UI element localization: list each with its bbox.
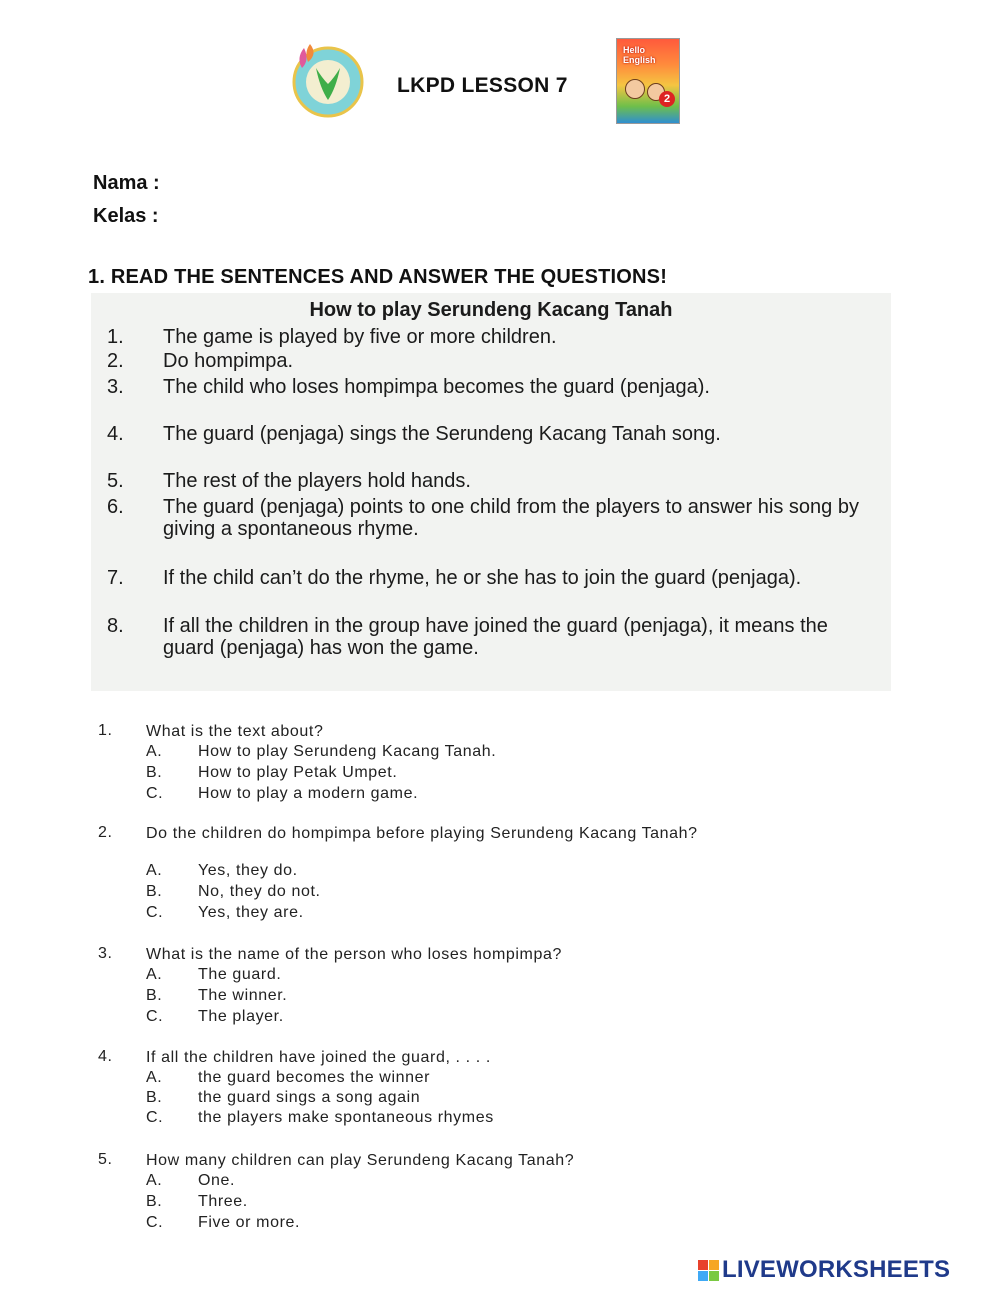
question-text: What is the text about? bbox=[146, 723, 324, 740]
option-text: One. bbox=[198, 1172, 236, 1189]
option-text: The player. bbox=[198, 1008, 284, 1025]
option-text: Yes, they are. bbox=[198, 904, 304, 921]
step-text: If all the children in the group have joined the guard (penjaga), it means the guard (penjaga) has won the game. bbox=[163, 615, 828, 659]
option-letter: B. bbox=[146, 987, 163, 1004]
option-text: the guard sings a song again bbox=[198, 1089, 421, 1106]
logo-square bbox=[698, 1271, 708, 1281]
page-title: LKPD LESSON 7 bbox=[397, 74, 568, 97]
option-letter: B. bbox=[146, 1193, 163, 1210]
logo-square bbox=[709, 1260, 719, 1270]
option-letter: C. bbox=[146, 785, 164, 802]
option-letter: A. bbox=[146, 1069, 163, 1086]
option-letter: B. bbox=[146, 764, 163, 781]
step-text: The rest of the players hold hands. bbox=[163, 470, 471, 492]
passage-title: How to play Serundeng Kacang Tanah bbox=[309, 299, 673, 321]
question-text: Do the children do hompimpa before playing Serundeng Kacang Tanah? bbox=[146, 825, 698, 842]
step-text: The guard (penjaga) points to one child from the players to answer his song by giving a spontaneous rhyme. bbox=[163, 496, 859, 540]
step-number: 5. bbox=[107, 470, 124, 492]
step-text: Do hompimpa. bbox=[163, 350, 294, 372]
question-number: 3. bbox=[98, 945, 113, 962]
step-number: 6. bbox=[107, 496, 124, 518]
brand-name: LIVEWORKSHEETS bbox=[722, 1256, 951, 1283]
school-logo bbox=[290, 38, 366, 122]
option-text: the players make spontaneous rhymes bbox=[198, 1109, 494, 1126]
step-text: The guard (penjaga) sings the Serundeng Kacang Tanah song. bbox=[163, 423, 721, 445]
question-text: If all the children have joined the guard, . . . . bbox=[146, 1049, 491, 1066]
instruction-heading: 1. READ THE SENTENCES AND ANSWER THE QUESTIONS! bbox=[88, 266, 668, 288]
question-number: 2. bbox=[98, 824, 113, 841]
option-letter: B. bbox=[146, 883, 163, 900]
step-text: The child who loses hompimpa becomes the guard (penjaga). bbox=[163, 376, 710, 398]
option-text: Five or more. bbox=[198, 1214, 301, 1231]
option-letter: A. bbox=[146, 743, 163, 760]
question-number: 5. bbox=[98, 1151, 113, 1168]
option-letter: C. bbox=[146, 1214, 164, 1231]
option-text: How to play Petak Umpet. bbox=[198, 764, 398, 781]
step-number: 1. bbox=[107, 326, 124, 348]
liveworksheets-brand[interactable] bbox=[698, 1255, 950, 1285]
option-letter: C. bbox=[146, 1008, 164, 1025]
option-text: Yes, they do. bbox=[198, 862, 298, 879]
option-letter: A. bbox=[146, 966, 163, 983]
step-number: 3. bbox=[107, 376, 124, 398]
liveworksheets-logo-icon bbox=[698, 1260, 719, 1281]
book-cover-character bbox=[625, 79, 645, 99]
step-number: 2. bbox=[107, 350, 124, 372]
book-cover-title: Hello English bbox=[623, 45, 656, 65]
option-text: How to play a modern game. bbox=[198, 785, 419, 802]
option-letter: A. bbox=[146, 862, 163, 879]
option-text: How to play Serundeng Kacang Tanah. bbox=[198, 743, 497, 760]
logo-square bbox=[709, 1271, 719, 1281]
question-text: How many children can play Serundeng Kacang Tanah? bbox=[146, 1152, 575, 1169]
logo-square bbox=[698, 1260, 708, 1270]
step-text: If the child can’t do the rhyme, he or she has to join the guard (penjaga). bbox=[163, 567, 802, 589]
book-cover-number: 2 bbox=[659, 91, 675, 107]
kelas-label: Kelas : bbox=[93, 205, 159, 227]
option-text: No, they do not. bbox=[198, 883, 321, 900]
option-text: The guard. bbox=[198, 966, 282, 983]
option-text: the guard becomes the winner bbox=[198, 1069, 431, 1086]
option-letter: C. bbox=[146, 904, 164, 921]
option-text: The winner. bbox=[198, 987, 288, 1004]
step-number: 4. bbox=[107, 423, 124, 445]
option-letter: C. bbox=[146, 1109, 164, 1126]
step-number: 7. bbox=[107, 567, 124, 589]
step-number: 8. bbox=[107, 615, 124, 637]
question-number: 4. bbox=[98, 1048, 113, 1065]
option-text: Three. bbox=[198, 1193, 248, 1210]
step-text: The game is played by five or more children. bbox=[163, 326, 557, 348]
reading-passage bbox=[91, 293, 891, 691]
question-text: What is the name of the person who loses hompimpa? bbox=[146, 946, 562, 963]
nama-label: Nama : bbox=[93, 172, 160, 194]
book-cover-image bbox=[616, 38, 680, 124]
question-number: 1. bbox=[98, 722, 113, 739]
option-letter: B. bbox=[146, 1089, 163, 1106]
option-letter: A. bbox=[146, 1172, 163, 1189]
